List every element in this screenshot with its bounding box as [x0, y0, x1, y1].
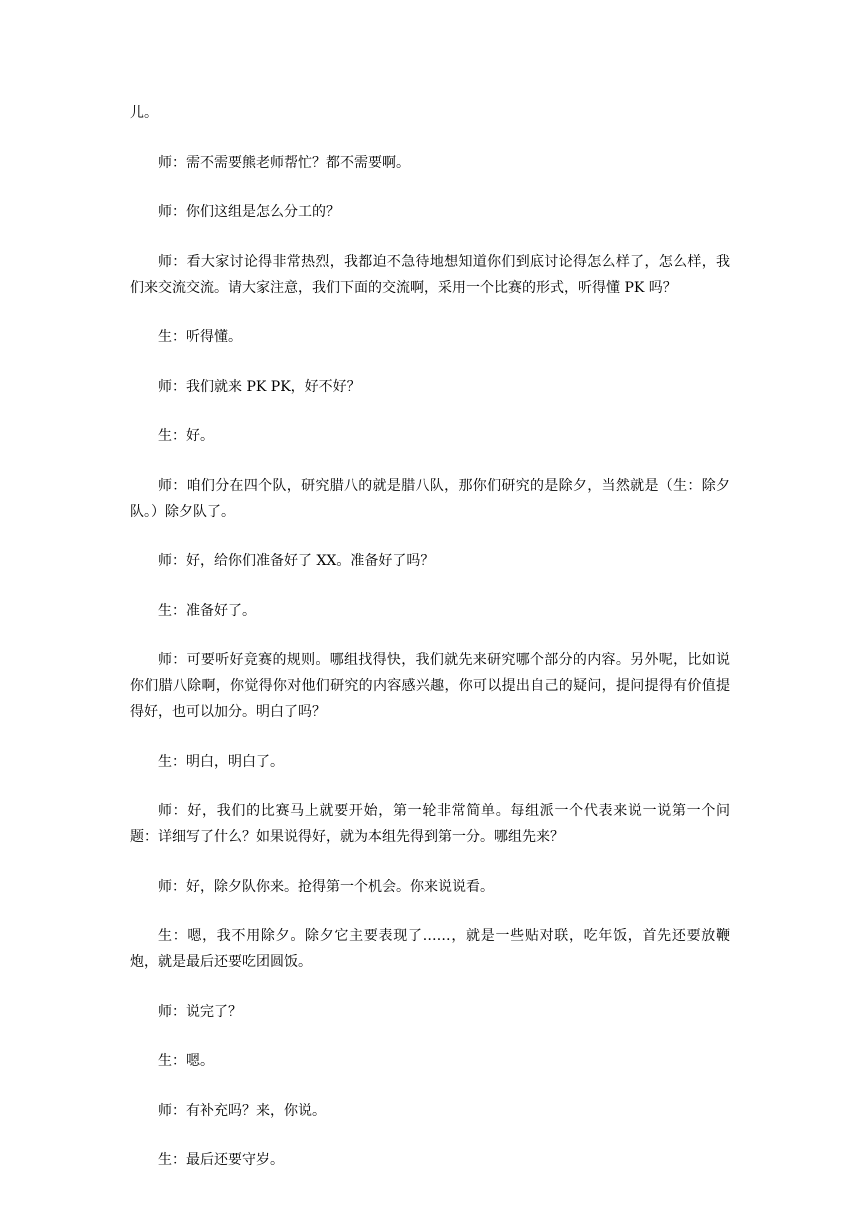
paragraph: 师：你们这组是怎么分工的？ — [158, 204, 340, 220]
paragraph: 师：好，除夕队你来。抢得第一个机会。你来说说看。 — [158, 878, 494, 895]
paragraph: 生：最后还要守岁。 — [158, 1152, 284, 1168]
paragraph: 师：我们就来 PK PK，好不好？ — [158, 378, 361, 395]
paragraph: 生：好。 — [158, 428, 214, 444]
paragraph: 师：咱们分在四个队，研究腊八的就是腊八队，那你们研究的是除夕，当然就是（生：除夕队。）除夕队了。 — [130, 477, 730, 520]
paragraph: 师：看大家讨论得非常热烈，我都迫不急待地想知道你们到底讨论得怎么样了，怎么样，我们来交流交流。请大家注意，我们下面的交流啊，采用一个比赛的形式，听得懂 PK 吗？ — [130, 253, 730, 296]
paragraph: 生：嗯。 — [158, 1053, 214, 1069]
paragraph: 儿。 — [130, 105, 158, 121]
paragraph: 师：好，给你们准备好了 XX。准备好了吗？ — [158, 553, 435, 569]
document-body — [130, 100, 730, 1197]
paragraph: 生：准备好了。 — [158, 602, 256, 619]
paragraph: 师：有补充吗？来，你说。 — [158, 1102, 326, 1119]
paragraph: 生：明白，明白了。 — [158, 753, 284, 770]
paragraph: 生：听得懂。 — [158, 329, 242, 345]
paragraph: 生：嗯，我不用除夕。除夕它主要表现了……，就是一些贴对联，吃年饭，首先还要放鞭炮，就是最后还要吃团圆饭。 — [130, 928, 730, 970]
paragraph: 师：说完了？ — [158, 1003, 242, 1020]
paragraph: 师：可要听好竞赛的规则。哪组找得快，我们就先来研究哪个部分的内容。另外呢，比如说你们腊八除啊，你觉得你对他们研究的内容感兴趣，你可以提出自己的疑问，提问提得有价值提得好，也可以加分。明白了吗？ — [130, 652, 730, 720]
paragraph: 师：好，我们的比赛马上就要开始，第一轮非常简单。每组派一个代表来说一说第一个问题：详细写了什么？如果说得好，就为本组先得到第一分。哪组先来？ — [130, 803, 730, 845]
paragraph: 师：需不需要熊老师帮忙？都不需要啊。 — [158, 154, 410, 171]
